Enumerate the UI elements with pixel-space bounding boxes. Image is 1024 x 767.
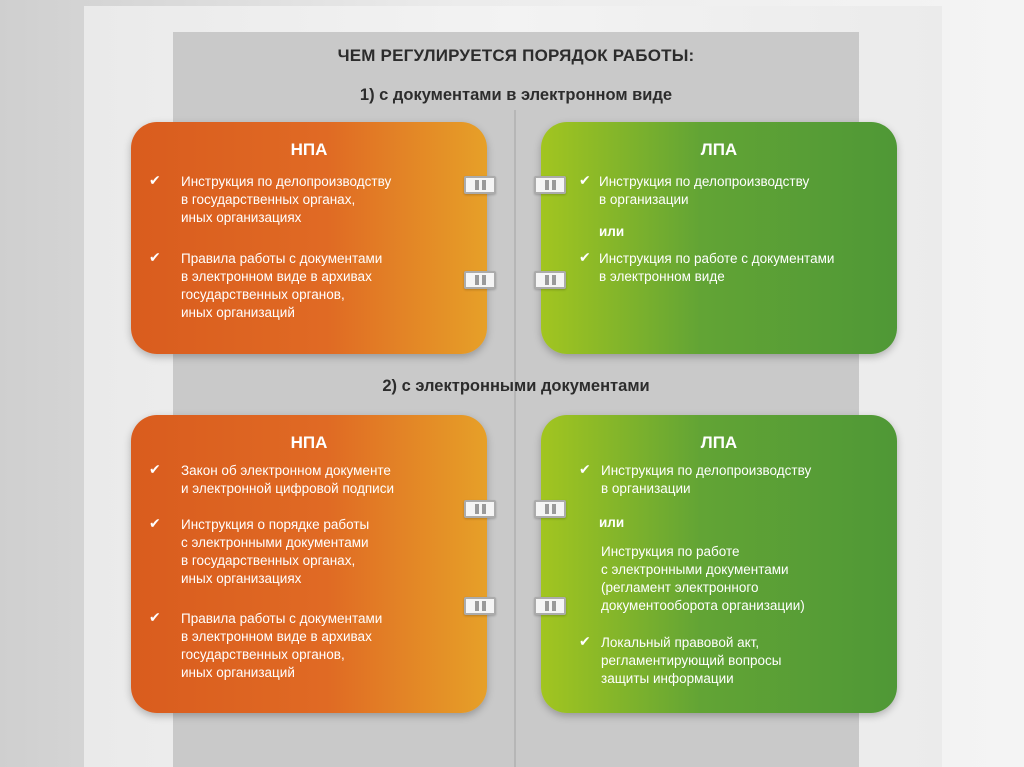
binder-clip-icon <box>534 176 566 194</box>
section2-lpa-item-2: Инструкция по работе с электронными документами (регламент электронного документооборота организации) <box>601 544 805 613</box>
check-icon: ✔ <box>149 461 161 477</box>
binder-clip-icon <box>534 271 566 289</box>
check-icon: ✔ <box>579 461 591 477</box>
section2-npa-item-1: Закон об электронном документе и электронной цифровой подписи <box>181 463 394 496</box>
section2-lpa-item-1: Инструкция по делопроизводству в организации <box>601 463 812 496</box>
check-icon: ✔ <box>149 609 161 625</box>
section2-or-label: или <box>599 515 625 530</box>
section1-lpa-item-2: Инструкция по работе с документами в электронном виде <box>599 251 835 284</box>
section2-npa-item-3: Правила работы с документами в электронном виде в архивах государственных органов, иных организаций <box>181 611 383 680</box>
section1-npa-box <box>131 122 487 354</box>
section2-npa-box <box>131 415 487 713</box>
section1-lpa-title: ЛПА <box>700 140 738 159</box>
section1-npa-item-1: Инструкция по делопроизводству в государственных органах, иных организациях <box>181 174 392 225</box>
section2-npa-item-2: Инструкция о порядке работы с электронными документами в государственных органах, иных организациях <box>181 517 370 586</box>
section1-heading: 1) с документами в электронном виде <box>359 86 673 104</box>
binder-clip-icon <box>464 500 496 518</box>
section2-heading: 2) с электронными документами <box>382 377 650 395</box>
section1-npa-title: НПА <box>290 140 328 159</box>
binder-clip-icon <box>534 500 566 518</box>
section1-npa-item-2: Правила работы с документами в электронном виде в архивах государственных органов, иных организаций <box>181 251 383 320</box>
check-icon: ✔ <box>579 249 591 265</box>
binder-clip-icon <box>464 271 496 289</box>
check-icon: ✔ <box>149 515 161 531</box>
binder-clip-icon <box>464 597 496 615</box>
section1-lpa-box <box>541 122 897 354</box>
section2-lpa-item-3: Локальный правовой акт, регламентирующий вопросы защиты информации <box>601 635 782 686</box>
page-title: ЧЕМ РЕГУЛИРУЕТСЯ ПОРЯДОК РАБОТЫ: <box>337 46 695 65</box>
binder-clip-icon <box>534 597 566 615</box>
section2-npa-title: НПА <box>290 433 328 452</box>
section2-lpa-box <box>541 415 897 713</box>
binder-clip-icon <box>464 176 496 194</box>
section1-or-label: или <box>599 224 625 239</box>
check-icon: ✔ <box>149 172 161 188</box>
check-icon: ✔ <box>149 249 161 265</box>
panel-divider <box>514 110 516 767</box>
check-icon: ✔ <box>579 172 591 188</box>
check-icon: ✔ <box>579 633 591 649</box>
section2-lpa-title: ЛПА <box>700 433 738 452</box>
section1-lpa-item-1: Инструкция по делопроизводству в организации <box>599 174 810 207</box>
